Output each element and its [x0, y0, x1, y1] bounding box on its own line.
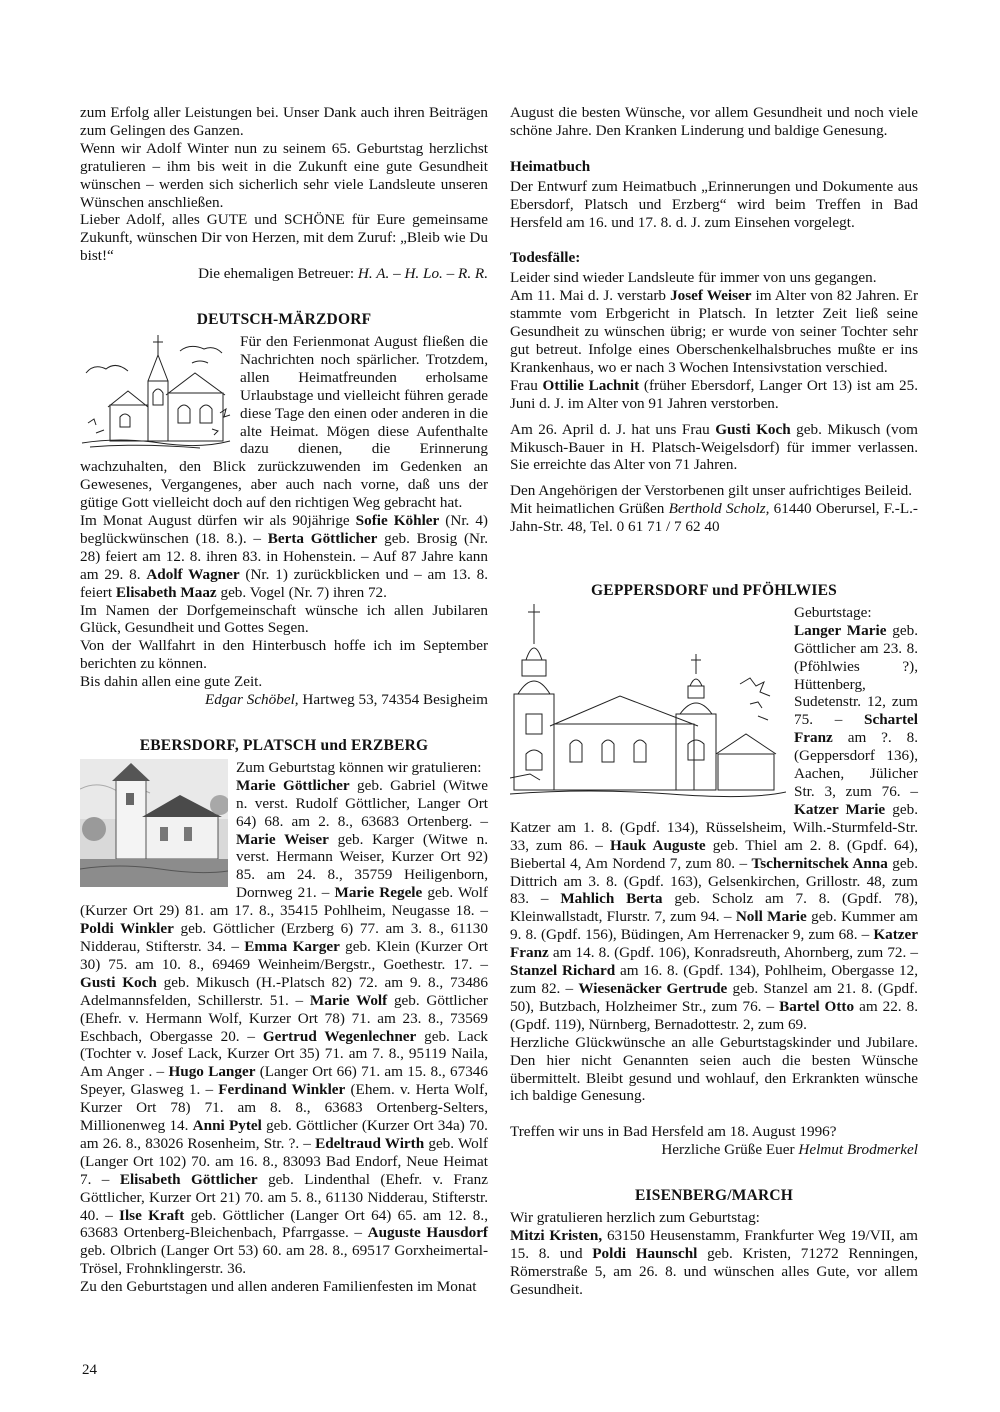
baroque-church-sketch-svg — [510, 604, 786, 800]
person-name: Hauk Auguste — [609, 836, 706, 854]
birthday-details: geb. Katzer am 1. 8. (Gpdf. 134), Rüsselsheim, Wilh.-Sturmfeld-Str. 33, zum 86. – — [510, 800, 918, 854]
heimatbuch-text: Der Entwurf zum Heimatbuch „Erinnerungen und Dokumente aus Ebersdorf, Platsch und Erzberg“ wird beim Treffen in Bad Hersfeld am 16. und 17. 8. d. J. zum Einsehen vorgelegt. — [510, 177, 918, 231]
todes-signature-address: 61440 Oberursel, F.-L.-Jahn-Str. 48, Tel. 0 61 71 / 7 62 40 — [510, 500, 918, 536]
person-name: Wiesenäcker Gertrude — [578, 979, 728, 997]
person-name: Katzer Franz — [510, 926, 918, 962]
birthday-details: geb. Kummer am 9. 8. (Gpdf. 156), Büdingen, Am Herrenacker 9, zum 68. – — [510, 908, 918, 944]
chapel-sketch-svg — [80, 333, 232, 451]
intro-signature-label: Die ehemaligen Betreuer: — [198, 265, 355, 283]
church-photo-svg — [80, 759, 228, 887]
left-column — [80, 104, 488, 1296]
person-name: Ilse Kraft — [119, 1206, 185, 1224]
intro-signature — [80, 265, 488, 283]
eb-closing: Zu den Geburtstagen und allen anderen Familienfesten im Monat — [80, 1278, 477, 1296]
todes-text-segment: (früher Ebersdorf, Langer Ort 13) ist am 25. Juni d. J. im Alter von 91 Jahren verstorben. — [510, 376, 919, 412]
todes-text-segment: im Alter von 82 Jahren. Er stammte vom Erbgericht in Platsch. In letzter Zeit ließ seine Gesundheit zu wünschen übrig; er wurde von seiner Tochter sehr gut betreut. Infolge eines Oberschenkelhalsbruches mußte er ins Krankenhaus, wo er nach 3 Wochen Intensivstation verschied. — [510, 287, 918, 376]
intro-paragraph-1: zum Erfolg aller Leistungen bei. Unser Dank auch ihren Beiträgen zum Gelingen des Ganzen. — [80, 104, 488, 139]
eb-continuation: August die besten Wünsche, vor allem Gesundheit und noch viele schöne Jahre. Den Kranken Linderung und baldige Genesung. — [510, 104, 918, 139]
person-name: Berta Göttlicher — [267, 529, 378, 547]
todes-signature-name: Berthold Scholz, — [668, 500, 770, 518]
gp-meeting: Treffen wir uns in Bad Hersfeld am 18. August 1996? — [510, 1123, 837, 1141]
person-name: Gusti Koch — [80, 973, 157, 991]
eb-lead: Zum Geburtstag können wir gratulieren: — [236, 758, 482, 776]
eis-lead: Wir gratulieren herzlich zum Geburtstag: — [510, 1209, 760, 1227]
todes-paragraph-1: Leider sind wieder Landsleute für immer von uns gegangen. — [510, 269, 877, 287]
birthday-details: geb. Göttlicher (Langer Ort 64) 65. am 12. 8., 63683 Ortenberg-Bleichenbach, Pfarrgasse. – — [80, 1206, 488, 1242]
person-name: Tschernitschek Anna — [751, 854, 888, 872]
baroque-church-sketch — [510, 604, 786, 800]
person-name: Gusti Koch — [715, 420, 791, 438]
todes-paragraph-2 — [510, 287, 918, 377]
right-column — [510, 104, 918, 1299]
dm-paragraph-4: Von der Wallfahrt in den Hinterbusch hoffe ich im September berichten zu können. — [80, 637, 488, 673]
person-name: Elisabeth Maaz — [115, 583, 217, 601]
birthday-details: geb. Wolf (Langer Ort 102) 70. am 16. 8., 83093 Bad Endorf, Neue Heimat 7. – — [80, 1134, 488, 1188]
todes-paragraph-4 — [510, 421, 918, 475]
section-title-deutsch-maerzdorf: DEUTSCH-MÄRZDORF — [196, 311, 372, 329]
dm-paragraph-1: Für den Ferienmonat August fließen die Nachrichten noch spärlicher. Trotzdem, allen Heimatfreunden erholsame Urlaubstage und vielleicht führen gerade diese Tage den einen oder anderen in die alte Heimat. Mögen diese Aufenthalte dazu dienen, die Erinnerung wachzuhalten, den Blick zurückzuwenden im Gedenken an Gewesenes, Vergangenes, aber auch nach vorne, daß uns der gütige Gott vielleicht doch auf den richtigen Weg gebracht hat. — [80, 332, 488, 512]
person-name: Stanzel Richard — [510, 962, 616, 980]
birthday-details: geb. Thiel am 2. 8. (Gpdf. 64), Biebertal 4, Am Nordend 7, zum 80. – — [510, 836, 918, 872]
person-name: Sofie Köhler — [355, 512, 440, 530]
todes-signature — [510, 500, 918, 536]
section-title-eisenberg: EISENBERG/MARCH — [634, 1187, 794, 1205]
person-name: Mitzi Kristen, — [510, 1226, 603, 1244]
person-name: Katzer Marie — [794, 800, 886, 818]
person-name: Ferdinand Winkler — [218, 1081, 346, 1099]
birthday-details: geb. Kristen, 71272 Renningen, Römerstraße 5, am 26. 8. und wünschen alles Gute, vor allem Gesundheit. — [510, 1244, 919, 1298]
birthday-details: geb. Wolf (Kurzer Ort 29) 81. am 17. 8., 35415 Pohlheim, Neugasse 18. – — [80, 884, 488, 920]
person-name: Marie Weiser — [236, 830, 329, 848]
dm-paragraph-3: Im Namen der Dorfgemeinschaft wünsche ich allen Jubilaren Glück, Gesundheit und Gottes Segen. — [80, 601, 488, 637]
person-name: Langer Marie — [794, 621, 887, 639]
birthday-details: geb. Lack (Tochter v. Josef Lack, Kurzer Ort 35) 71. am 7. 8., 95119 Naila, Am Anger . – — [80, 1027, 488, 1081]
birthday-details: geb. Karger (Witwe n. verst. Hermann Weiser, Kurzer Ort 92) 85. am 24. 8., 35759 Heiligenborn, Dornweg 21. – — [236, 830, 488, 902]
person-name: Edeltraud Wirth — [315, 1134, 425, 1152]
gp-signature-name: Helmut Brodmerkel — [798, 1141, 918, 1159]
todes-text-segment: geb. Mikusch (vom Mikusch-Bauer in H. Platsch-Weigelsdorf) für immer verlassen. Sie erreichte das Alter von 71 Jahren. — [510, 420, 918, 474]
section-title-geppersdorf: GEPPERSDORF und PFÖHLWIES — [591, 582, 837, 600]
gp-signature-lead: Herzliche Grüße Euer — [661, 1141, 799, 1159]
birthday-details: geb. Lindenthal (Ehefr. v. Franz Göttlicher, Kurzer Ort 21) 70. am 5. 8., 61130 Nidderau, Stifterstr. 40. – — [80, 1170, 488, 1224]
person-name: Hugo Langer — [168, 1063, 256, 1081]
person-name: Marie Göttlicher — [236, 776, 350, 794]
intro-paragraph-2: Wenn wir Adolf Winter nun zu seinem 65. Geburtstag herzlichst gratulieren – ihm bis weit in die Zukunft eine gute Gesundheit wünschen – werden sich sicherlich sehr viele Landsleute unseren Wünschen anschließen. — [80, 139, 488, 211]
birthday-details: 63150 Heusenstamm, Frankfurter Weg 19/VII, am 15. 8. und — [510, 1226, 918, 1262]
person-name: Bartel Otto — [779, 997, 855, 1015]
birthday-details: am ?. 8. (Geppersdorf 136), Aachen, Jülicher Str. 3, zum 76. – — [794, 729, 918, 800]
birthday-details: (Ehem. v. Herta Wolf, Kurzer Ort 78) 71. am 8. 8., 63683 Ortenberg-Selters, Millionenweg 14. — [80, 1081, 489, 1135]
birthday-details: geb. Gabriel (Witwe n. verst. Rudolf Göttlicher, Langer Ort 64) 68. am 2. 8., 63683 Ortenberg. – — [236, 776, 489, 830]
birthday-details: geb. Göttlicher (Kurzer Ort 34a) 70. am 26. 8., 83026 Rosenheim, Str. ?. – — [80, 1117, 488, 1152]
person-name: Josef Weiser — [670, 287, 752, 305]
todes-text-segment: Am 26. April d. J. hat uns Frau — [510, 420, 716, 438]
gp-wishes: Herzliche Glückwünsche an alle Geburtstagskinder und Jubilare. Den hier nicht Genannten seien auch die besten Wünsche übermittelt. Bleibt gesund und wohlauf, den Erkrankten wünsche ich baldige Genesung. — [510, 1033, 918, 1105]
person-name: Gertrud Wegenlechner — [262, 1027, 417, 1045]
person-name: Schartel Franz — [794, 711, 918, 747]
birthday-details: geb. Mikusch (H.-Platsch 82) 72. am 9. 8., 73486 Adelmannsfelden, Schillerstr. 51. – — [80, 973, 488, 1009]
gp-signature — [510, 1141, 918, 1159]
dm-signature-name: Edgar Schöbel, — [204, 691, 299, 709]
dm-text-segment: geb. Brosig (Nr. 28) feiert am 12. 8. ihren 83. in Hohenstein. – Auf 87 Jahre kann am 29. 8. — [80, 529, 488, 583]
intro-signature-names: H. A. – H. Lo. – R. R. — [357, 265, 488, 283]
dm-birthdays-paragraph — [80, 512, 488, 602]
person-name: Marie Wolf — [309, 991, 388, 1009]
birthday-details: geb. Göttlicher (Erzberg 6) 77. am 3. 8., 61130 Nidderau, Stifterstr. 34. – — [80, 920, 488, 955]
birthday-details: geb. Göttlicher am 23. 8. (Pföhlwies ?), Hüttenberg, Sudetenstr. 12, zum 75. – — [794, 621, 918, 729]
section-title-ebersdorf: EBERSDORF, PLATSCH und ERZBERG — [139, 737, 429, 754]
person-name: Emma Karger — [244, 937, 340, 955]
church-photo — [80, 759, 228, 887]
todes-signature-lead: Mit heimatlichen Grüßen — [510, 500, 669, 518]
todes-text-segment: Frau — [510, 376, 543, 394]
dm-signature-address: Hartweg 53, 74354 Besigheim — [298, 691, 488, 709]
intro-paragraph-3: Lieber Adolf, alles GUTE und SCHÖNE für Eure gemeinsame Zukunft, wünschen Dir von Herzen, mit dem Zuruf: „Bleib wie Du bist!“ — [80, 211, 488, 265]
birthday-details: geb. Stanzel am 21. 8. (Gpdf. 50), Butzbach, Holzheimer Str., zum 76. – — [510, 979, 918, 1015]
eis-birthdays — [510, 1227, 918, 1299]
birthday-details: geb. Klein (Kurzer Ort 30) 75. am 10. 8., 69469 Weinheim/Bergstr., Goethestr. 17. – — [80, 937, 488, 973]
person-name: Auguste Hausdorf — [367, 1224, 488, 1242]
person-name: Ottilie Lachnit — [542, 376, 640, 394]
person-name: Poldi Haunschl — [592, 1244, 698, 1262]
dm-paragraph-5: Bis dahin allen eine gute Zeit. — [80, 673, 263, 691]
todes-paragraph-3 — [510, 377, 918, 413]
dm-text-segment: Im Monat August dürfen wir als 90jährige — [80, 512, 356, 530]
birthday-details: geb. Dittrich am 3. 8. (Gpdf. 163), Gelsenkirchen, Grillostr. 48, zum 83. – — [510, 854, 918, 908]
birthday-details: am 22. 8. (Gpdf. 119), Nürnberg, Bernadottestr. 2, zum 69. — [510, 997, 918, 1033]
chapel-sketch-illustration — [80, 333, 232, 451]
person-name: Elisabeth Göttlicher — [119, 1170, 258, 1188]
person-name: Mahlich Berta — [560, 890, 663, 908]
birthday-details: am 16. 8. (Gpdf. 134), Pohlheim, Obergasse 12, zum 82. – — [510, 962, 918, 997]
heimatbuch-heading: Heimatbuch — [510, 157, 591, 175]
birthday-details: am 14. 8. (Gpdf. 106), Konradsreuth, Ahornberg, zum 72. – — [548, 944, 918, 962]
dm-text-segment: (Nr. 4) beglückwünschen (18. 8.). – — [80, 512, 488, 547]
todes-paragraph-5: Den Angehörigen der Verstorbenen gilt unser aufrichtiges Beileid. — [510, 482, 913, 500]
birthday-details: geb. Scholz am 7. 8. (Gpdf. 78), Kleinwallstadt, Flurstr. 7, zum 94. – — [510, 890, 919, 926]
person-name: Adolf Wagner — [146, 565, 240, 583]
person-name: Noll Marie — [735, 908, 807, 926]
dm-text-segment: geb. Vogel (Nr. 7) ihren 72. — [216, 583, 387, 601]
page-number: 24 — [82, 1362, 97, 1378]
person-name: Marie Regele — [334, 884, 423, 902]
gp-lead: Geburtstage: — [794, 603, 872, 621]
person-name: Anni Pytel — [192, 1117, 262, 1135]
birthday-details: geb. Göttlicher (Ehefr. v. Hermann Wolf, Kurzer Ort 78) 71. am 23. 8., 73569 Eschbach, Obergasse 20. – — [80, 991, 488, 1045]
todes-text-segment: Am 11. Mai d. J. verstarb — [510, 287, 671, 305]
birthday-details: (Langer Ort 66) 71. am 15. 8., 67346 Speyer, Glasweg 1. – — [80, 1063, 488, 1099]
dm-signature — [80, 691, 488, 709]
birthday-details: geb. Olbrich (Langer Ort 53) 60. am 28. 8., 69517 Gorxheimertal-Trösel, Frohnklingerstr. 36. — [80, 1242, 488, 1278]
person-name: Poldi Winkler — [80, 920, 174, 938]
dm-text-segment: (Nr. 1) zurückblicken und – am 13. 8. feiert — [80, 565, 488, 601]
todesfaelle-heading: Todesfälle: — [510, 249, 581, 267]
